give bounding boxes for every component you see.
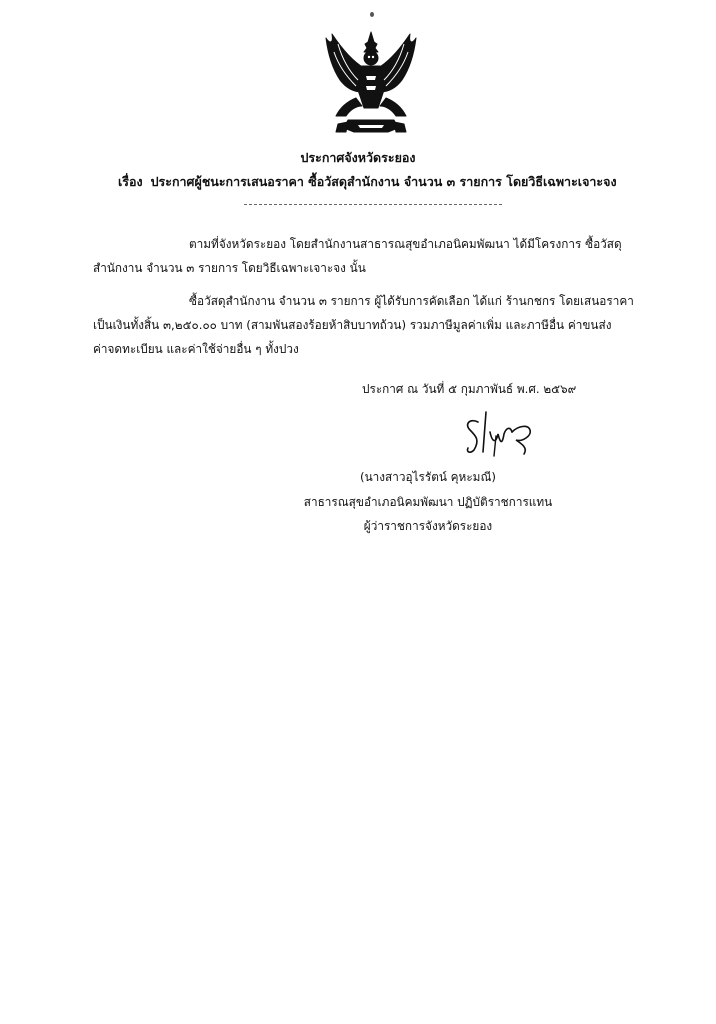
paragraph-line: ตามที่จังหวัดระยอง โดยสำนักงานสาธารณสุขอำเภอนิคมพัฒนา ได้มีโครงการ ซื้อวัสดุ — [189, 237, 622, 251]
signer-position: สาธารณสุขอำเภอนิคมพัฒนา ปฏิบัติราชการแทน — [303, 495, 553, 509]
paragraph-line: เป็นเงินทั้งสิ้น ๓,๒๕๐.๐๐ บาท (สามพันสองร้อยห้าสิบบาทถ้วน) รวมภาษีมูลค่าเพิ่ม และภาษีอื่น ค่าขนส่ง — [93, 318, 612, 332]
paragraph-1 — [93, 232, 653, 280]
garuda-emblem-icon — [318, 28, 424, 140]
subject-label: เรื่อง — [118, 174, 143, 189]
title-divider — [244, 204, 502, 205]
announcement-date: ประกาศ ณ วันที่ ๕ กุมภาพันธ์ พ.ศ. ๒๕๖๙ — [362, 382, 577, 396]
document-title: ประกาศจังหวัดระยอง — [300, 150, 416, 165]
signer-name: (นางสาวอุไรรัตน์ คุหะมณี) — [360, 470, 496, 484]
document-subject — [118, 172, 617, 192]
paragraph-2 — [93, 289, 653, 361]
handwritten-signature — [456, 408, 546, 458]
subject-text: ประกาศผู้ชนะการเสนอราคา ซื้อวัสดุสำนักงาน จำนวน ๓ รายการ โดยวิธีเฉพาะเจาะจง — [150, 174, 617, 189]
paragraph-line: สำนักงาน จำนวน ๓ รายการ โดยวิธีเฉพาะเจาะจง นั้น — [93, 261, 366, 275]
scan-speck — [370, 12, 374, 17]
signer-on-behalf: ผู้ว่าราชการจังหวัดระยอง — [363, 519, 493, 533]
paragraph-line: ซื้อวัสดุสำนักงาน จำนวน ๓ รายการ ผู้ได้รับการคัดเลือก ได้แก่ ร้านกชกร โดยเสนอราคา — [189, 294, 634, 308]
paragraph-line: ค่าจดทะเบียน และค่าใช้จ่ายอื่น ๆ ทั้งปวง — [93, 342, 299, 356]
